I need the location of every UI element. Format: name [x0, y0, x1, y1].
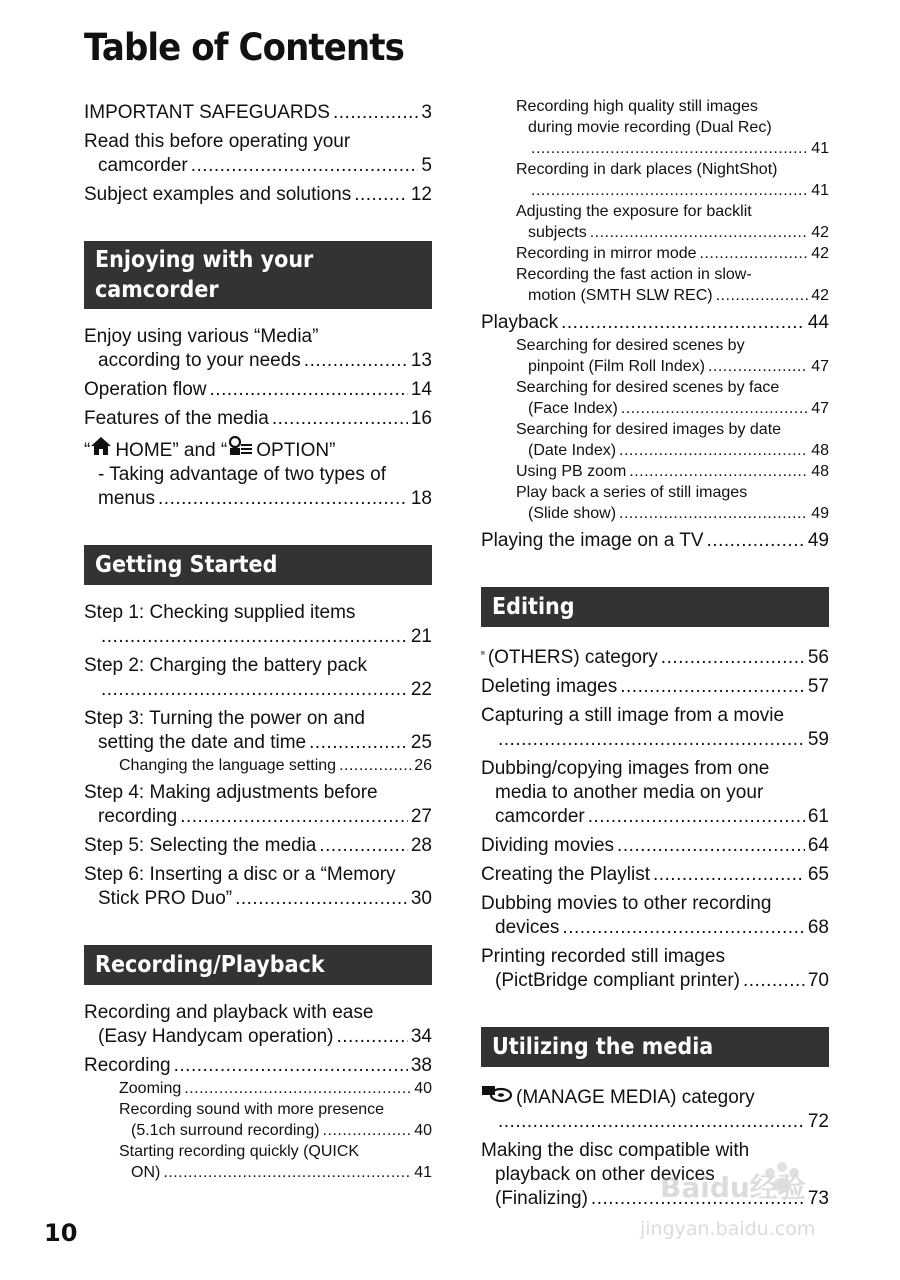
dot-leader	[619, 440, 808, 461]
toc-entry[interactable]	[84, 378, 432, 402]
entry-text: Recording and playback with ease	[84, 1002, 374, 1023]
entry-text: (PictBridge compliant printer)	[495, 970, 740, 991]
toc-entry[interactable]	[84, 834, 432, 858]
dot-leader	[588, 805, 805, 829]
entry-text: Recording high quality still images	[516, 98, 758, 115]
entry-text: Making the disc compatible with	[481, 1140, 750, 1161]
dot-leader	[743, 969, 805, 993]
others-category-icon	[481, 643, 485, 663]
entry-text: Changing the language setting	[119, 757, 337, 774]
entry-text: Recording	[84, 1055, 171, 1076]
page-ref: 25	[410, 732, 432, 753]
page-ref: 44	[807, 312, 829, 333]
dot-leader	[180, 805, 408, 829]
entry-text: camcorder	[98, 155, 188, 176]
dot-leader	[716, 285, 809, 306]
toc-subentry[interactable]	[481, 201, 829, 243]
entry-text: Dividing movies	[481, 835, 615, 856]
toc-entry[interactable]	[481, 1139, 829, 1211]
entry-text: (MANAGE MEDIA) category	[516, 1087, 755, 1108]
entry-text: Recording in dark places (NightShot)	[516, 161, 778, 178]
dot-leader	[174, 1054, 408, 1078]
dot-leader	[617, 834, 805, 858]
entry-text: (Easy Handycam operation)	[98, 1026, 334, 1047]
toc-subentry[interactable]	[84, 1078, 432, 1099]
page-ref: 3	[421, 102, 432, 123]
page-ref: 34	[410, 1026, 432, 1047]
entry-text: devices	[495, 917, 560, 938]
page-ref: 42	[811, 224, 829, 241]
toc-entry[interactable]	[84, 130, 432, 178]
toc-entry[interactable]	[84, 1001, 432, 1049]
entry-text: Zooming	[119, 1080, 182, 1097]
section-heading-text: Utilizing the media	[492, 1034, 714, 1060]
page-ref: 73	[807, 1188, 829, 1209]
toc-entry[interactable]	[481, 675, 829, 699]
section-heading-text: Editing	[492, 594, 575, 620]
toc-entry[interactable]	[481, 1083, 829, 1134]
dot-leader	[354, 183, 408, 207]
entry-text: playback on other devices	[495, 1164, 715, 1185]
toc-subentry[interactable]	[84, 1141, 432, 1183]
dot-leader	[498, 728, 805, 752]
toc-subentry[interactable]	[481, 377, 829, 419]
toc-subentry[interactable]	[481, 482, 829, 524]
dot-leader	[531, 180, 808, 201]
dot-leader	[323, 1120, 412, 1141]
entry-text: subjects	[528, 224, 587, 241]
page-ref: 13	[410, 350, 432, 371]
dot-leader	[184, 1078, 411, 1099]
page-ref: 68	[807, 917, 829, 938]
entry-text: Playing the image on a TV	[481, 530, 704, 551]
entry-text: Searching for desired scenes by face	[516, 379, 780, 396]
dot-leader	[309, 731, 408, 755]
page-ref: 42	[811, 287, 829, 304]
page-ref: 48	[811, 442, 829, 459]
manage-media-icon	[481, 1083, 513, 1103]
entry-text: Playback	[481, 312, 559, 333]
page-ref: 40	[414, 1080, 432, 1097]
toc-entry[interactable]	[84, 325, 432, 373]
page-ref: 49	[807, 530, 829, 551]
page-ref: 47	[811, 358, 829, 375]
toc-entry[interactable]	[481, 757, 829, 829]
page-ref: 70	[807, 970, 829, 991]
page-ref: 59	[807, 729, 829, 750]
dot-leader	[163, 1162, 411, 1183]
entry-text: - Taking advantage of two types of	[98, 464, 386, 485]
right-column	[481, 96, 829, 1211]
toc-entry[interactable]	[84, 863, 432, 911]
entry-text: Step 3: Turning the power on and	[84, 708, 365, 729]
toc-entry[interactable]	[84, 654, 432, 702]
toc-entry[interactable]	[481, 704, 829, 752]
toc-entry[interactable]	[84, 707, 432, 755]
dot-leader	[235, 887, 408, 911]
dot-leader	[661, 646, 805, 670]
toc-subentry[interactable]	[481, 243, 829, 264]
section-heading	[84, 545, 432, 585]
page-ref: 40	[414, 1122, 432, 1139]
entry-text: Recording sound with more presence	[119, 1101, 385, 1118]
entry-text: Recording the fast action in slow-	[516, 266, 752, 283]
toc-subentry[interactable]	[84, 755, 432, 776]
entry-text: according to your needs	[98, 350, 301, 371]
page-ref: 30	[410, 888, 432, 909]
dot-leader	[272, 407, 408, 431]
entry-text: Stick PRO Duo”	[98, 888, 233, 909]
entry-text: (OTHERS) category	[487, 647, 658, 668]
entry-text: pinpoint (Film Roll Index)	[528, 358, 705, 375]
entry-text: Searching for desired scenes by	[516, 337, 745, 354]
entry-text: Enjoy using various “Media”	[84, 326, 319, 347]
toc-entry[interactable]	[481, 863, 829, 887]
toc-entry[interactable]	[481, 945, 829, 993]
entry-text: motion (SMTH SLW REC)	[528, 287, 713, 304]
dot-leader	[304, 349, 408, 373]
section-heading-text: camcorder	[95, 277, 219, 303]
entry-text: recording	[98, 806, 178, 827]
dot-leader	[498, 1110, 805, 1134]
toc-entry[interactable]	[84, 781, 432, 829]
toc-entry[interactable]	[84, 601, 432, 649]
entry-text: Dubbing movies to other recording	[481, 893, 772, 914]
entry-text: Read this before operating your	[84, 131, 351, 152]
left-column	[84, 96, 432, 1183]
dot-leader	[337, 1025, 408, 1049]
page-ref: 38	[410, 1055, 432, 1076]
dot-leader	[333, 101, 418, 125]
page-ref: 28	[410, 835, 432, 856]
entry-text: camcorder	[495, 806, 585, 827]
entry-text: OPTION”	[256, 440, 336, 461]
page-ref: 12	[410, 184, 432, 205]
page-ref: 41	[414, 1164, 432, 1181]
entry-text: ON)	[131, 1164, 161, 1181]
page-ref: 21	[410, 626, 432, 647]
page-ref: 16	[410, 408, 432, 429]
toc-entry[interactable]	[481, 643, 829, 670]
dot-leader	[101, 678, 408, 702]
section-heading-text: Recording/Playback	[95, 952, 325, 978]
section-heading-text: Enjoying with your	[95, 247, 314, 273]
page-ref: 18	[410, 488, 432, 509]
entry-text: Starting recording quickly (QUICK	[119, 1143, 360, 1160]
toc-entry[interactable]	[84, 101, 432, 125]
section-heading	[481, 587, 829, 627]
entry-text: media to another media on your	[495, 782, 764, 803]
page-ref: 26	[414, 757, 432, 774]
page-ref: 57	[807, 676, 829, 697]
toc-entry[interactable]	[84, 407, 432, 431]
open-quote: “	[84, 440, 91, 461]
entry-text: Features of the media	[84, 408, 269, 429]
entry-text: Searching for desired images by date	[516, 421, 782, 438]
toc-subentry[interactable]	[481, 264, 829, 306]
dot-leader	[629, 461, 808, 482]
dot-leader	[561, 311, 805, 335]
entry-text: Printing recorded still images	[481, 946, 725, 967]
entry-text: during movie recording (Dual Rec)	[528, 119, 772, 136]
page-ref: 42	[811, 245, 829, 262]
entry-text: Subject examples and solutions	[84, 184, 352, 205]
entry-text: Play back a series of still images	[516, 484, 748, 501]
entry-text: setting the date and time	[98, 732, 307, 753]
entry-text: Step 6: Inserting a disc or a “Memory	[84, 864, 396, 885]
dot-leader	[562, 916, 804, 940]
entry-text: (Face Index)	[528, 400, 618, 417]
page-ref: 22	[410, 679, 432, 700]
dot-leader	[101, 625, 408, 649]
page-ref: 5	[421, 155, 432, 176]
page-ref: 65	[807, 864, 829, 885]
dot-leader	[619, 503, 808, 524]
toc-entry[interactable]	[84, 1054, 432, 1078]
page-ref: 72	[807, 1111, 829, 1132]
toc-subentry[interactable]	[481, 159, 829, 201]
page-number: 10	[44, 1219, 78, 1247]
entry-text: Step 2: Charging the battery pack	[84, 655, 368, 676]
page-ref: 64	[807, 835, 829, 856]
watermark-bottom-text: jingyan.baidu.com	[640, 1218, 816, 1240]
entry-text: Adjusting the exposure for backlit	[516, 203, 752, 220]
option-icon	[227, 436, 253, 456]
entry-text: (5.1ch surround recording)	[131, 1122, 320, 1139]
section-heading-text: Getting Started	[95, 552, 278, 578]
page-ref: 49	[811, 505, 829, 522]
entry-text: HOME” and “	[115, 440, 228, 461]
entry-text: Step 5: Selecting the media	[84, 835, 317, 856]
dot-leader	[591, 1187, 805, 1211]
dot-leader	[620, 675, 805, 699]
dot-leader	[621, 398, 808, 419]
page-ref: 61	[807, 806, 829, 827]
toc-entry[interactable]	[481, 892, 829, 940]
dot-leader	[590, 222, 809, 243]
dot-leader	[339, 755, 411, 776]
toc-subentry[interactable]	[481, 335, 829, 377]
entry-text: Dubbing/copying images from one	[481, 758, 770, 779]
dot-leader	[707, 529, 805, 553]
dot-leader	[708, 356, 808, 377]
page-ref: 48	[811, 463, 829, 480]
toc-entry[interactable]	[84, 436, 432, 511]
dot-leader	[319, 834, 407, 858]
dot-leader	[700, 243, 809, 264]
page-ref: 14	[410, 379, 432, 400]
page-title: Table of Contents	[84, 26, 404, 69]
toc-subentry[interactable]	[481, 461, 829, 482]
entry-text: Step 1: Checking supplied items	[84, 602, 356, 623]
entry-text: Deleting images	[481, 676, 618, 697]
section-heading	[84, 241, 432, 309]
entry-text: (Date Index)	[528, 442, 617, 459]
entry-text: Operation flow	[84, 379, 207, 400]
page-ref: 56	[807, 647, 829, 668]
dot-leader	[158, 487, 408, 511]
toc-subentry[interactable]	[481, 419, 829, 461]
toc-entry[interactable]	[481, 311, 829, 335]
entry-text: IMPORTANT SAFEGUARDS	[84, 102, 330, 123]
entry-text: (Slide show)	[528, 505, 617, 522]
entry-text: Capturing a still image from a movie	[481, 705, 785, 726]
page-ref: 41	[811, 182, 829, 199]
section-heading	[481, 1027, 829, 1067]
dot-leader	[191, 154, 419, 178]
toc-entry[interactable]	[481, 834, 829, 858]
dot-leader	[653, 863, 805, 887]
entry-text: (Finalizing)	[495, 1188, 588, 1209]
page-ref: 41	[811, 140, 829, 157]
toc-subentry[interactable]	[481, 96, 829, 159]
entry-text: Creating the Playlist	[481, 864, 650, 885]
entry-text: Recording in mirror mode	[516, 245, 697, 262]
toc-subentry[interactable]	[84, 1099, 432, 1141]
page-ref: 47	[811, 400, 829, 417]
page-ref: 27	[410, 806, 432, 827]
entry-text: Using PB zoom	[516, 463, 627, 480]
entry-text: Step 4: Making adjustments before	[84, 782, 378, 803]
home-icon	[90, 436, 112, 456]
toc-entry[interactable]	[481, 529, 829, 553]
dot-leader	[531, 138, 808, 159]
section-heading	[84, 945, 432, 985]
toc-entry[interactable]	[84, 183, 432, 207]
dot-leader	[210, 378, 408, 402]
watermark-top-text: Baidu经验	[660, 1171, 806, 1204]
entry-text: menus	[98, 488, 156, 509]
